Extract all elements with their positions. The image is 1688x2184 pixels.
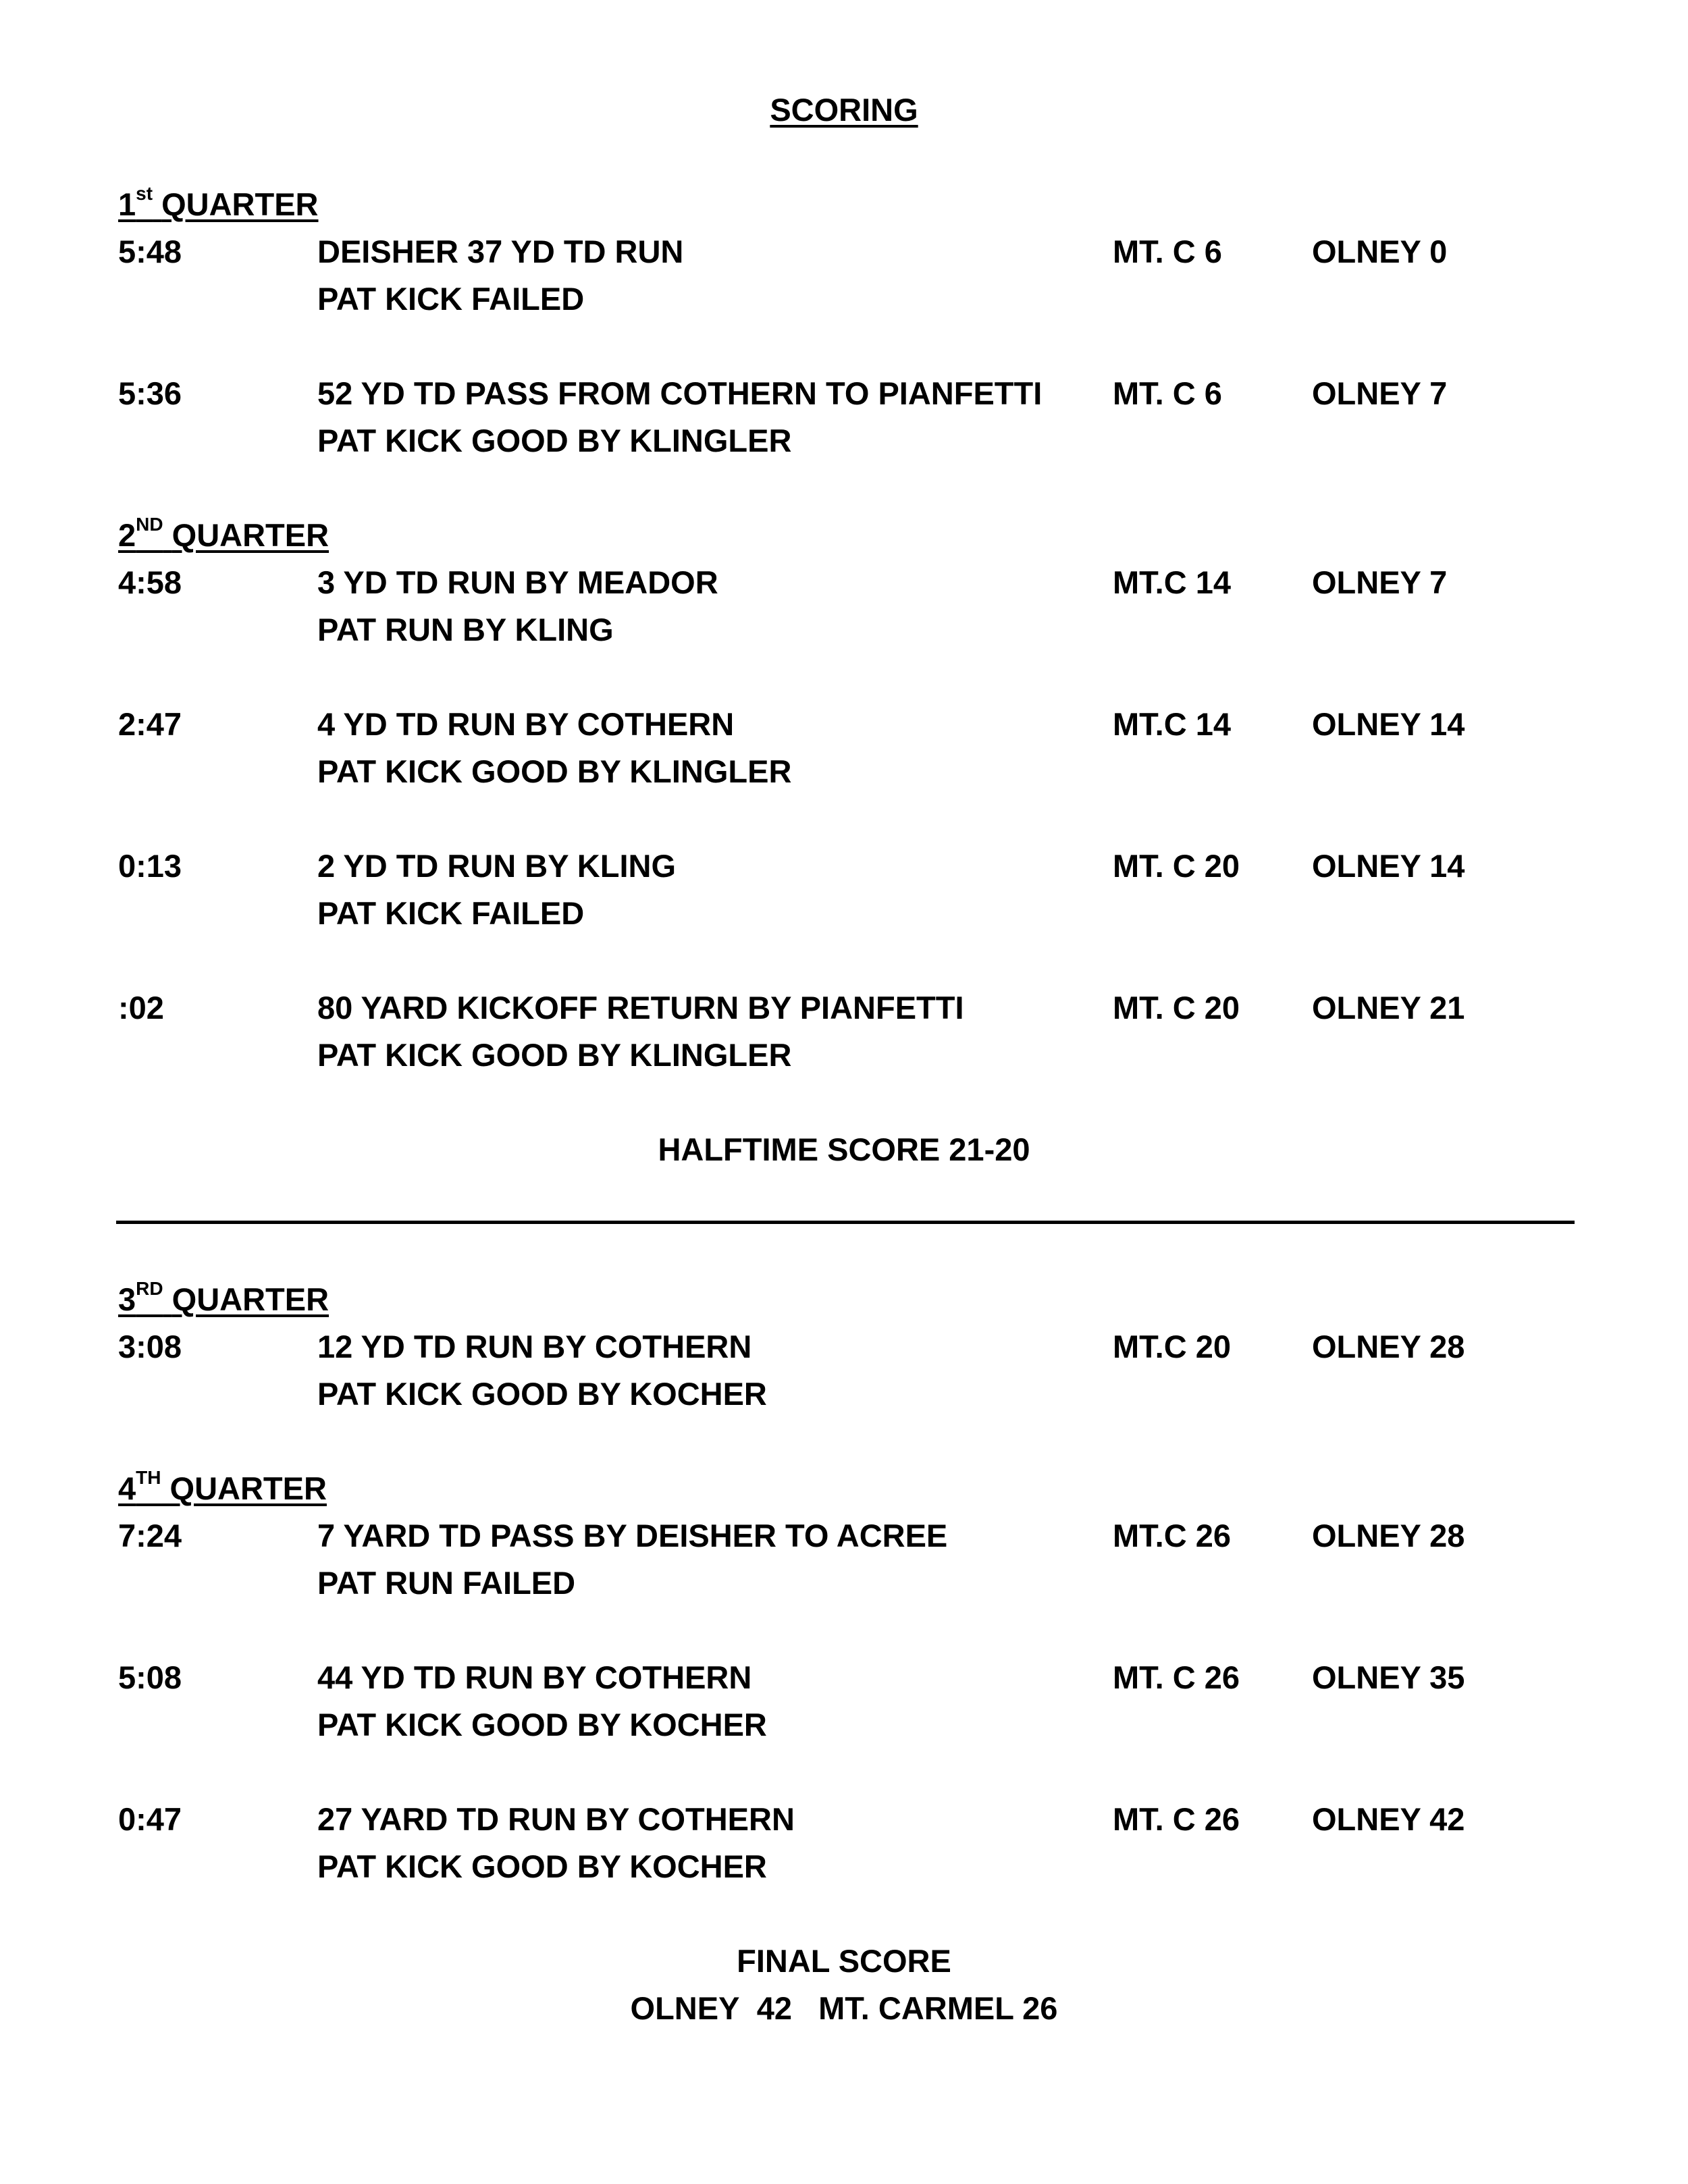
- quarter-number: 3: [118, 1281, 136, 1317]
- olney-score: OLNEY 42: [1312, 1801, 1465, 1837]
- play-description: 4 YD TD RUN BY COTHERN: [317, 706, 735, 742]
- olney-score: OLNEY 28: [1312, 1518, 1465, 1553]
- final-score-label: FINAL SCORE: [737, 1943, 951, 1979]
- play-description: 44 YD TD RUN BY COTHERN: [317, 1659, 752, 1695]
- mt-carmel-score: MT. C 26: [1113, 1659, 1240, 1695]
- quarter-label: QUARTER: [161, 186, 319, 222]
- quarter-heading-1: [118, 181, 319, 228]
- mt-carmel-score: MT.C 26: [1113, 1518, 1231, 1553]
- quarter-heading-4: [118, 1465, 327, 1512]
- quarter-label: QUARTER: [172, 1281, 329, 1317]
- play-pat: PAT KICK GOOD BY KOCHER: [317, 1376, 767, 1412]
- quarter-heading-2: [118, 512, 329, 559]
- scoring-play: [0, 1796, 1688, 1890]
- quarter-suffix: ND: [136, 514, 163, 535]
- olney-score: OLNEY 14: [1312, 848, 1465, 884]
- scoring-play: [0, 701, 1688, 795]
- play-description: 3 YD TD RUN BY MEADOR: [317, 564, 718, 600]
- quarter-suffix: TH: [136, 1467, 161, 1489]
- play-time: :02: [118, 990, 164, 1026]
- quarter-label: QUARTER: [169, 1470, 327, 1506]
- scoring-play: [0, 1654, 1688, 1749]
- scoring-play: [0, 843, 1688, 937]
- play-time: 5:08: [118, 1659, 182, 1695]
- mt-carmel-score: MT.C 14: [1113, 564, 1231, 600]
- play-time: 5:36: [118, 375, 182, 411]
- play-pat: PAT KICK GOOD BY KLINGLER: [317, 423, 792, 458]
- play-description: 12 YD TD RUN BY COTHERN: [317, 1329, 752, 1364]
- quarter-number: 2: [118, 517, 136, 553]
- mt-carmel-score: MT.C 20: [1113, 1329, 1231, 1364]
- quarter-heading-3: [118, 1276, 329, 1323]
- final-score: OLNEY 42 MT. CARMEL 26: [630, 1990, 1058, 2026]
- play-pat: PAT RUN FAILED: [317, 1565, 576, 1601]
- olney-score: OLNEY 35: [1312, 1659, 1465, 1695]
- play-time: 0:13: [118, 848, 182, 884]
- mt-carmel-score: MT.C 14: [1113, 706, 1231, 742]
- halftime-score: HALFTIME SCORE 21-20: [658, 1131, 1030, 1167]
- play-pat: PAT KICK GOOD BY KOCHER: [317, 1707, 767, 1742]
- play-time: 4:58: [118, 564, 182, 600]
- play-description: 80 YARD KICKOFF RETURN BY PIANFETTI: [317, 990, 964, 1026]
- play-description: 7 YARD TD PASS BY DEISHER TO ACREE: [317, 1518, 948, 1553]
- quarter-number: 1: [118, 186, 136, 222]
- olney-score: OLNEY 7: [1312, 564, 1448, 600]
- olney-score: OLNEY 21: [1312, 990, 1465, 1026]
- play-time: 0:47: [118, 1801, 182, 1837]
- mt-carmel-score: MT. C 20: [1113, 848, 1240, 884]
- play-pat: PAT KICK FAILED: [317, 895, 585, 931]
- page-title: SCORING: [770, 92, 918, 128]
- quarter-label: QUARTER: [172, 517, 329, 553]
- play-description: 27 YARD TD RUN BY COTHERN: [317, 1801, 795, 1837]
- play-time: 3:08: [118, 1329, 182, 1364]
- scoring-play: [0, 370, 1688, 464]
- play-time: 2:47: [118, 706, 182, 742]
- play-pat: PAT KICK GOOD BY KLINGLER: [317, 1037, 792, 1073]
- olney-score: OLNEY 28: [1312, 1329, 1465, 1364]
- play-time: 7:24: [118, 1518, 182, 1553]
- olney-score: OLNEY 7: [1312, 375, 1448, 411]
- scoring-play: [0, 559, 1688, 654]
- play-time: 5:48: [118, 234, 182, 269]
- play-description: 2 YD TD RUN BY KLING: [317, 848, 676, 884]
- play-description: DEISHER 37 YD TD RUN: [317, 234, 684, 269]
- mt-carmel-score: MT. C 6: [1113, 234, 1222, 269]
- scoring-play: [0, 984, 1688, 1079]
- mt-carmel-score: MT. C 20: [1113, 990, 1240, 1026]
- play-description: 52 YD TD PASS FROM COTHERN TO PIANFETTI: [317, 375, 1043, 411]
- olney-score: OLNEY 14: [1312, 706, 1465, 742]
- quarter-suffix: RD: [136, 1278, 163, 1300]
- scoring-play: [0, 1323, 1688, 1418]
- play-pat: PAT KICK GOOD BY KLINGLER: [317, 753, 792, 789]
- play-pat: PAT KICK FAILED: [317, 281, 585, 317]
- quarter-number: 4: [118, 1470, 136, 1506]
- quarter-suffix: st: [136, 183, 153, 205]
- mt-carmel-score: MT. C 6: [1113, 375, 1222, 411]
- scoring-play: [0, 1512, 1688, 1607]
- play-pat: PAT RUN BY KLING: [317, 612, 614, 647]
- mt-carmel-score: MT. C 26: [1113, 1801, 1240, 1837]
- section-divider: [116, 1221, 1575, 1224]
- olney-score: OLNEY 0: [1312, 234, 1448, 269]
- play-pat: PAT KICK GOOD BY KOCHER: [317, 1848, 767, 1884]
- scoring-play: [0, 228, 1688, 323]
